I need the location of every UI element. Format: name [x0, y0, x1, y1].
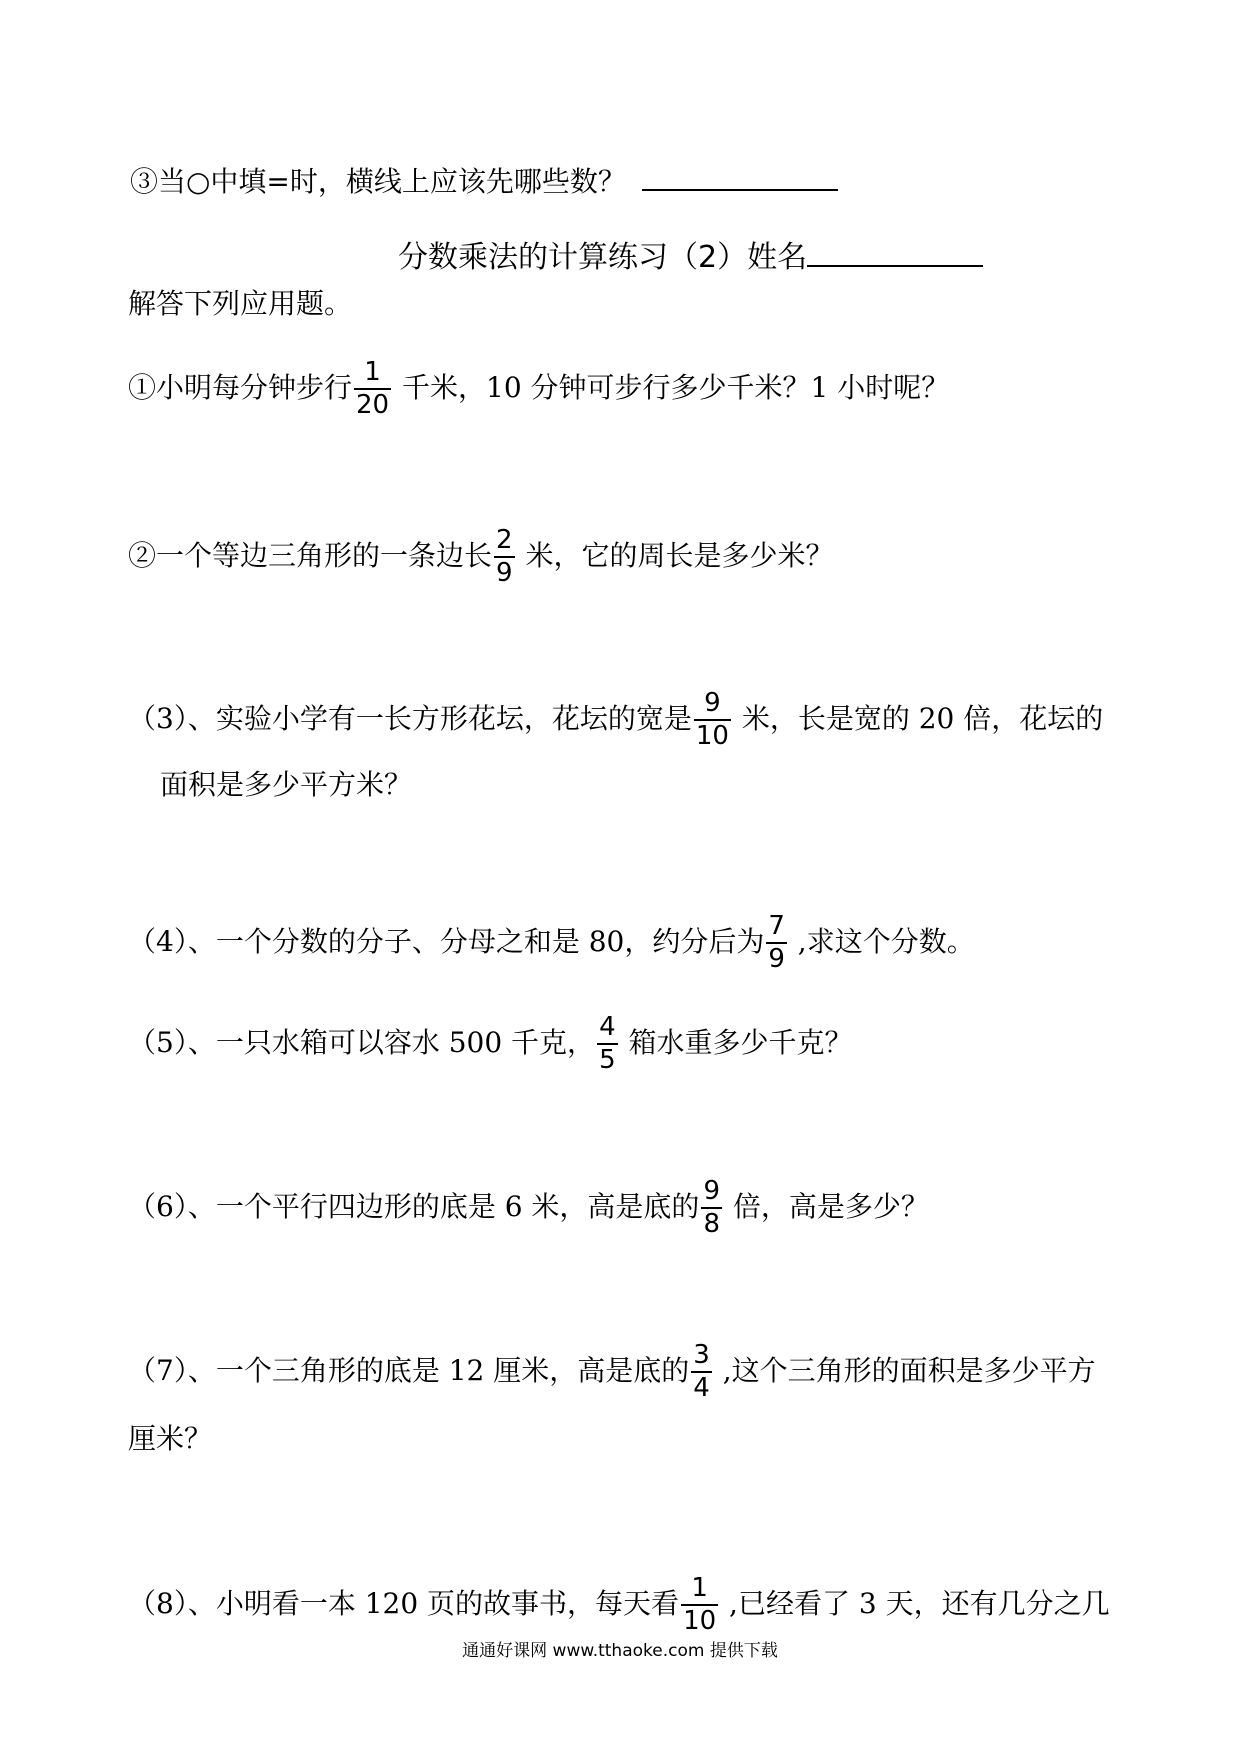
problem-text: （8）、小明看一本 120 页的故事书，每天看 [128, 1586, 680, 1620]
denominator: 5 [599, 1045, 616, 1076]
problem-5 [128, 1014, 853, 1075]
title-text: 分数乘法的计算练习（2）姓名 [398, 240, 808, 275]
numerator: 2 [496, 525, 513, 555]
denominator: 10 [683, 1606, 717, 1637]
denominator: 10 [695, 721, 729, 752]
problem-1 [128, 359, 949, 420]
fraction [494, 527, 515, 588]
numerator: 3 [693, 1340, 710, 1370]
fraction [597, 1014, 618, 1075]
problem-7-continuation: 厘米？ [128, 1422, 213, 1455]
problem-text: 倍，高是多少？ [723, 1189, 929, 1223]
numerator: 1 [691, 1573, 708, 1603]
problem-text: ,已经看了 3 天，还有几分之几 [720, 1586, 1110, 1620]
problem-text: ①小明每分钟步行 [128, 370, 353, 404]
problem-text: （6）、一个平行四边形的底是 6 米，高是底的 [128, 1189, 700, 1223]
problem-text: （4）、一个分数的分子、分母之和是 80，约分后为 [128, 924, 765, 958]
denominator: 20 [356, 390, 390, 421]
answer-blank[interactable] [642, 189, 838, 191]
problem-text: 箱水重多少千克？ [619, 1025, 853, 1059]
fraction [694, 690, 731, 751]
problem-6 [128, 1178, 929, 1239]
denominator: 8 [703, 1209, 720, 1240]
problem-2 [128, 527, 833, 588]
problem-text: （3）、实验小学有一长方形花坛，花坛的宽是 [128, 701, 692, 735]
numerator: 7 [768, 911, 785, 941]
problem-3 [128, 690, 1103, 751]
denominator: 9 [496, 558, 513, 589]
worksheet-title [398, 232, 983, 276]
denominator: 9 [768, 944, 785, 975]
problem-text: ,求这个分数。 [788, 924, 975, 958]
numerator: 9 [703, 1176, 720, 1206]
name-blank[interactable] [807, 265, 983, 267]
fraction [766, 913, 787, 974]
problem-4 [128, 913, 975, 974]
problem-3-continuation: 面积是多少平方米？ [160, 768, 413, 801]
prev-question [130, 165, 838, 198]
fraction [691, 1342, 712, 1403]
prev-question-text: ③当○中填=时，横线上应该先哪些数？ [130, 165, 626, 198]
instruction: 解答下列应用题。 [128, 287, 353, 320]
numerator: 4 [599, 1012, 616, 1042]
numerator: 9 [704, 688, 721, 718]
problem-text: 米，长是宽的 20 倍，花坛的 [732, 701, 1104, 735]
problem-7 [128, 1342, 1096, 1403]
problem-text: 米，它的周长是多少米？ [516, 538, 834, 572]
problem-text: （7）、一个三角形的底是 12 厘米，高是底的 [128, 1353, 690, 1387]
problem-text: ②一个等边三角形的一条边长 [128, 538, 493, 572]
denominator: 4 [693, 1373, 710, 1404]
fraction [354, 359, 391, 420]
problem-8 [128, 1575, 1110, 1636]
fraction [701, 1178, 722, 1239]
fraction [681, 1575, 718, 1636]
problem-text: 千米，10 分钟可步行多少千米？1 小时呢？ [393, 370, 950, 404]
footer-credit: 通通好课网 www.tthaoke.com 提供下载 [462, 1641, 778, 1661]
problem-text: ,这个三角形的面积是多少平方 [713, 1353, 1096, 1387]
problem-text: （5）、一只水箱可以容水 500 千克， [128, 1025, 596, 1059]
numerator: 1 [364, 357, 381, 387]
